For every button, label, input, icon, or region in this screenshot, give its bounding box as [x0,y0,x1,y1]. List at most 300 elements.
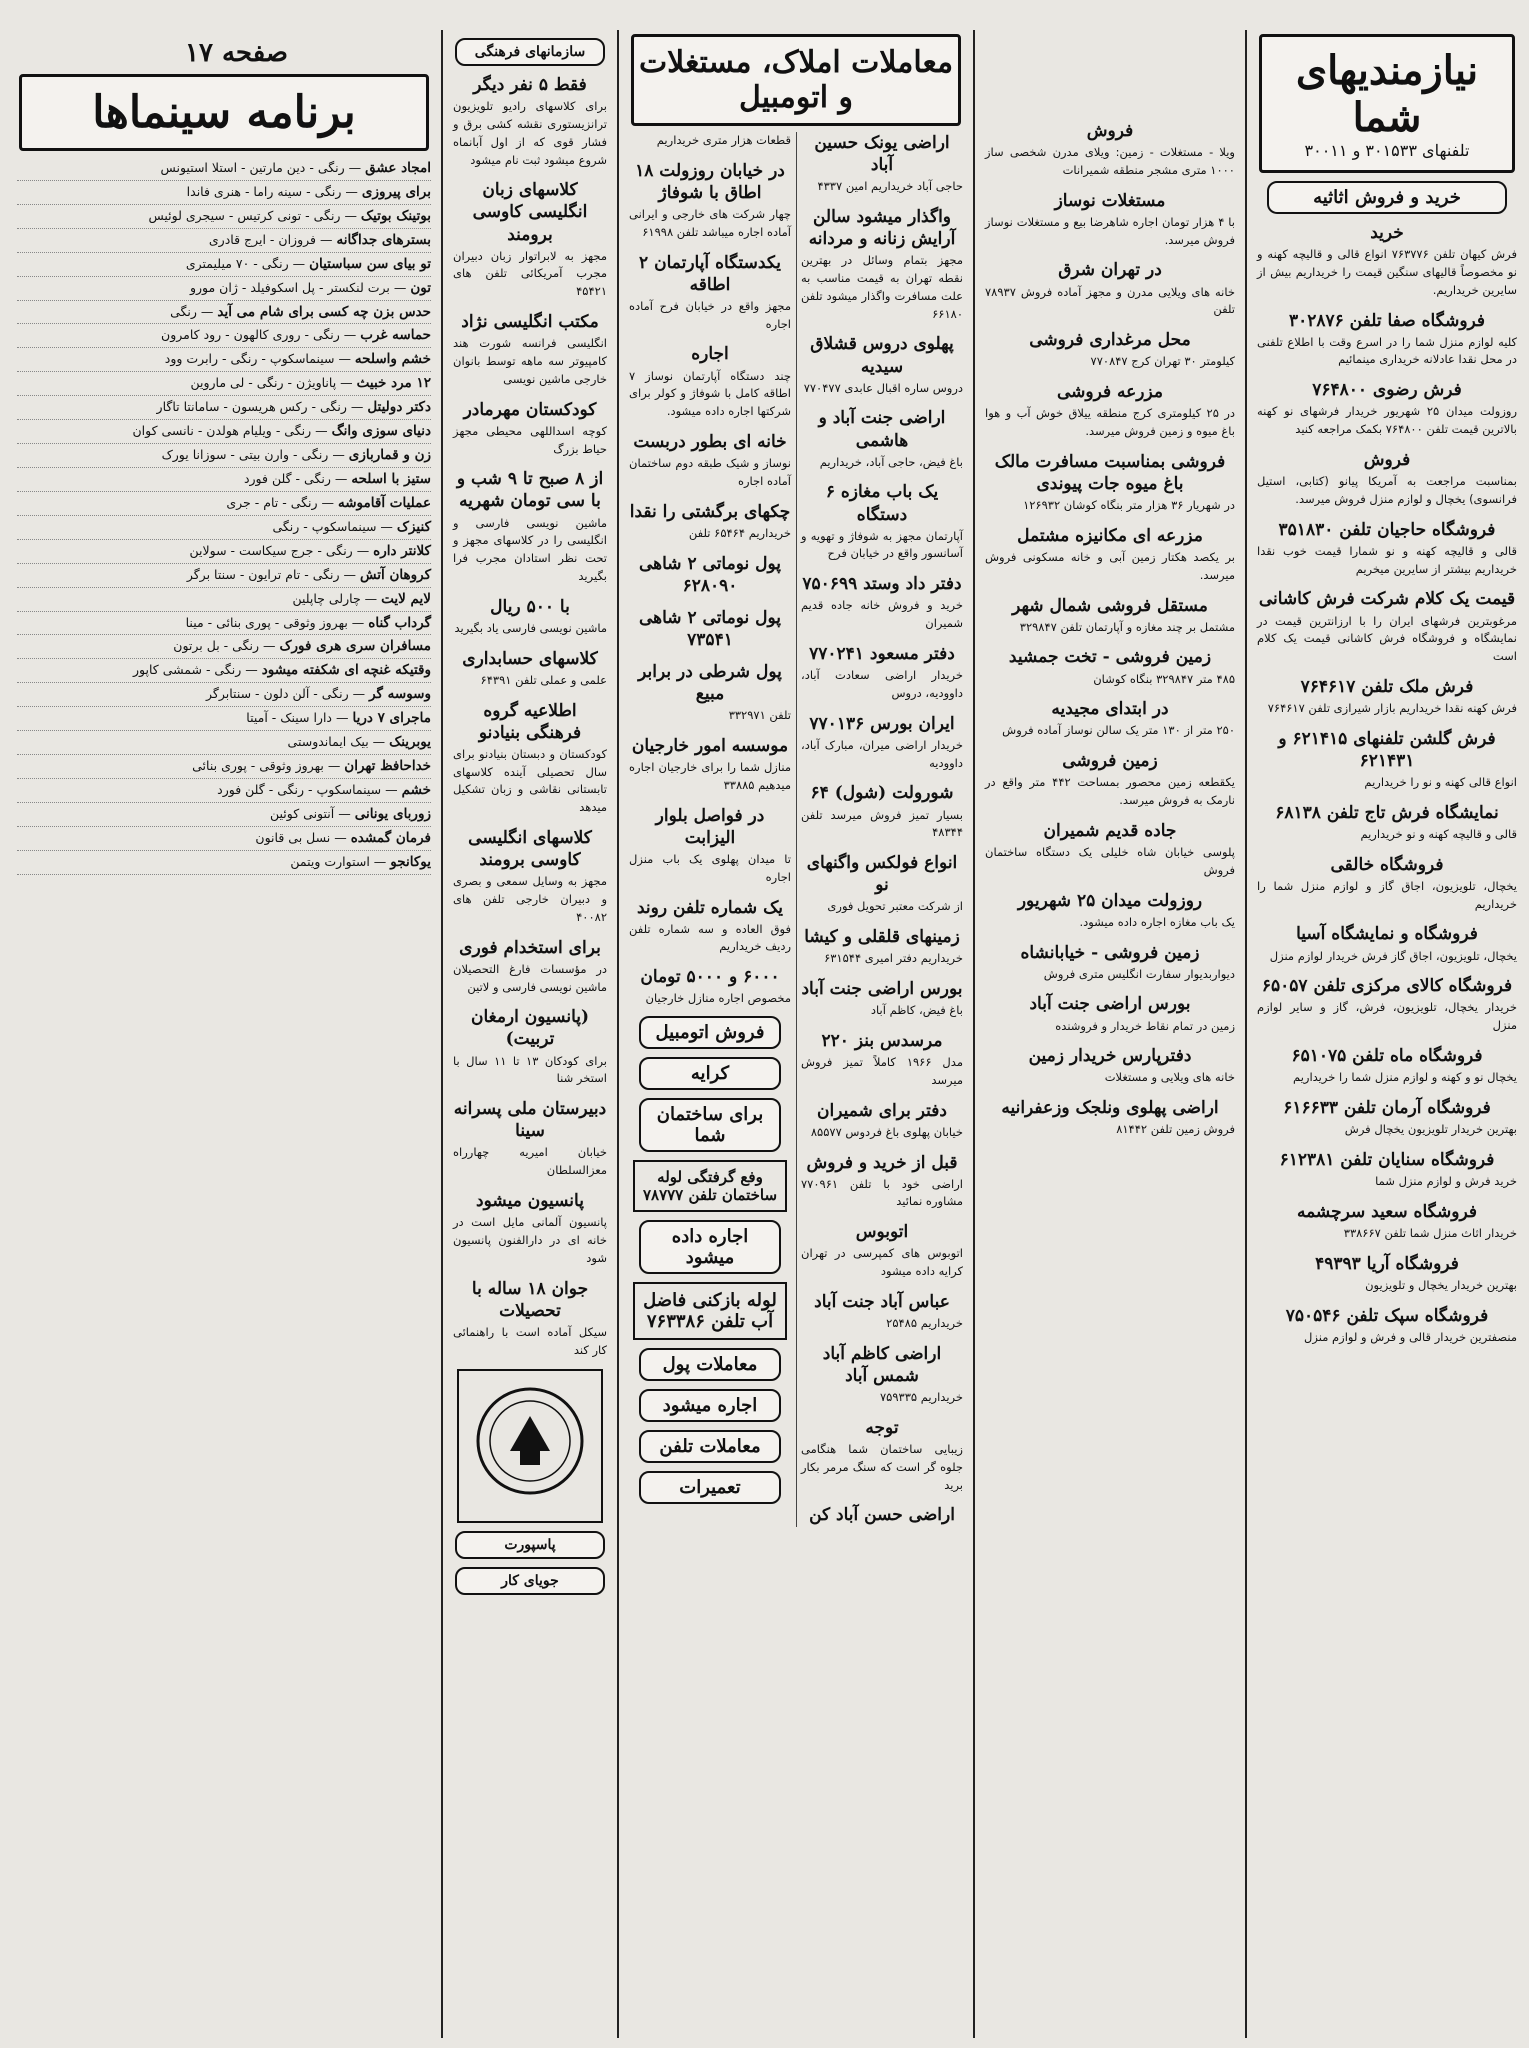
money-section-title: معاملات پول [639,1348,781,1381]
cinema-film-title: حدس بزن چه کسی برای شام می آید [217,303,431,320]
classified-ad [1257,1305,1517,1347]
ad-body: بهترین خریدار تلویزیون یخچال فرش [1344,1122,1517,1137]
classified-ad [801,1030,963,1090]
classified-ad [1257,728,1517,792]
ad-title: ایران بورس ۷۷۰۱۳۶ [809,713,955,734]
cinema-row: بسترهای جداگانه — فروزان - ایرج قادری [17,229,431,253]
ad-body: نوساز و شیک طبقه دوم ساختمان آماده اجاره [629,456,791,488]
cinema-film-info: رنگی - روری کالهون - رود کامرون [161,327,340,343]
ad-body: در ۲۵ کیلومتری کرج منطقه ییلاق خوش آب و هوا باغ میوه و زمین فروش میرسد. [985,406,1235,438]
ad-body: خرید و فروش خانه جاده قدیم شمیران [801,598,963,631]
ad-body: کودکستان و دبستان بنیادنو برای سال تحصیلی آینده کلاسهای تابستانی نقاشی و زبان تشکیل میدهد [453,746,607,815]
ad-title: مرسدس بنز ۲۲۰ [821,1030,943,1051]
cinema-film-title: یوبرینک [389,734,431,751]
cinema-film-info: سینماسکوپ - رنگی - گلن فورد [217,781,382,797]
classified-ad [985,820,1235,880]
col1-ad-list [1257,222,1517,1347]
ad-body: یکقطعه زمین محصور بمساحت ۴۴۲ متر واقع در نارمک به فروش میرسد. [985,775,1236,808]
cinema-banner: برنامه سینماها [19,74,429,151]
classified-ad [801,978,963,1020]
classified-ad [453,74,607,169]
cinema-row: زوربای یونانی — آنتونی کوئین [17,803,431,827]
ad-title: نمایشگاه فرش تاج تلفن ۶۸۱۳۸ [1275,802,1499,823]
ad-title: فروشگاه کالای مرکزی تلفن ۶۵۰۵۷ [1261,976,1513,997]
ad-body: قالی و قالیچه کهنه و نو خریداریم [1360,826,1517,841]
cinema-row: کلانتر داره — رنگی - جرج سیکاست - سولاین [17,540,431,564]
classified-ad [985,890,1235,932]
pipe-unblock-ad: وفع گرفتگی لوله ساختمان تلفن ۷۸۷۷۷ [633,1160,787,1212]
cinema-film-info: چارلی چاپلین [292,590,361,606]
ad-title: خرید [1370,223,1404,243]
ad-title: یک شماره تلفن روند [636,897,784,918]
cinema-film-title: بسترهای جداگانه [336,231,431,248]
col2-ad-list [985,120,1235,1139]
take-section-title: اجاره میشود [639,1389,781,1422]
cinema-film-info: رنگی - ۷۰ میلیمتری [185,255,289,271]
classified-ad [801,1343,963,1407]
ad-body: منصفترین خریدار قالی و فرش و لوازم منزل [1304,1329,1517,1344]
ad-body: برای کلاسهای رادیو تلویزیون ترانزیستوری نقشه کشی برق و فشار قوی که از اول آبانماه شروع میشود ثبت نام میشود [453,99,607,167]
ad-body: خریدار اراضی میران، مبارک آباد، داوودیه [801,737,963,770]
ad-title: اجاره [691,344,729,365]
classified-ad [801,713,963,773]
ad-body: مخصوص اجاره منازل خارجیان [645,991,791,1006]
cinema-film-title: کروهان آتش [360,566,431,583]
classified-ad [629,966,791,1008]
cinema-film-info: بهروز وثوقی - پوری بنائی - مینا [185,614,348,630]
ad-title: مزرعه ای مکانیزه مشتمل [1017,525,1203,546]
classified-ad [801,573,963,633]
classified-ad [801,926,963,968]
ad-body: خیابان امیریه چهارراه معزالسلطان [453,1145,607,1178]
ad-body: سیکل آماده است با راهنمائی کار کند [453,1324,607,1357]
classified-ad [629,735,791,795]
classified-ad [985,451,1235,515]
ad-body: خیابان پهلوی باغ فردوس ۸۵۵۷۷ [810,1124,963,1139]
classified-ad [1257,975,1517,1035]
classified-ad [1257,310,1517,370]
classified-ad [629,160,791,242]
cinema-row: دکتر دولیتل — رنگی - رکس هریسون - سامانتا تاگار [17,396,431,420]
ad-title: اراضی پهلوی ونلجک وزعفرانیه [1001,1098,1219,1119]
classified-ad [801,333,963,397]
ad-body: ماشین نویسی فارسی یاد بگیرید [454,620,607,635]
cinema-row: کروهان آتش — رنگی - تام ترایون - سنتا برگر [17,564,431,588]
ad-title: در فواصل بلوار الیزابت [655,805,765,848]
ad-title: یک باب مغازه ۶ دستگاه [825,482,939,525]
classified-ad [801,1221,963,1281]
classified-ad [1257,519,1517,579]
cinema-row: حماسه غرب — رنگی - روری کالهون - رود کامرون [17,324,431,348]
cinema-film-info: رنگی - جرج سیکاست - سولاین [189,542,353,558]
ad-title: در ابتدای مجیدیه [1051,699,1169,720]
passport-section-title: پاسپورت [455,1531,605,1559]
culture-section-title: سازمانهای فرهنگی [455,38,605,66]
ad-body: انواع قالی کهنه و نو را خریداریم [1364,775,1517,790]
cinema-film-title: دکتر دولیتل [367,399,431,416]
cinema-row: مسافران سری هری فورک — رنگی - بل برتون [17,635,431,659]
cinema-row: خشم — سینماسکوپ - رنگی - گلن فورد [17,779,431,803]
ad-title: اتوبوس [855,1222,909,1243]
ad-body: خریدار اثاث منزل شما تلفن ۳۳۸۶۶۷ [1343,1225,1517,1240]
classified-ad [1257,802,1517,844]
ad-title: دفتر برای شمیران [817,1100,947,1121]
ad-title: جاده قدیم شمیران [1043,820,1177,841]
cinema-film-title: بوتینک بوتیک [360,207,431,224]
cinema-row: ماجرای ۷ دریا — دارا سینک - آمیتا [17,707,431,731]
classified-ad [1257,449,1517,509]
ad-title: اراضی یونک حسین آباد [814,133,950,176]
ad-body: علمی و عملی تلفن ۶۴۳۹۱ [480,672,607,687]
classified-ad [453,311,607,389]
cinema-film-title: یوکانجو [390,853,431,870]
cinema-row: یوکانجو — استوارت ویتمن [17,851,431,875]
ad-title: فروشگاه سنایان تلفن ۶۱۲۳۸۱ [1279,1149,1495,1170]
cinema-film-info: رنگی - آلن دلون - سنتابرگر [206,686,349,702]
rent-section-title: کرایه [639,1057,781,1090]
classified-ad [801,481,963,563]
classified-ad [1257,923,1517,965]
cinema-film-info: رنگی [170,303,197,319]
column-education [447,30,613,2038]
cinema-film-info: رنگی - وارن بیتی - سوزانا یورک [161,447,329,463]
needs-banner [1259,34,1515,173]
cinema-row: ستیز با اسلحه — رنگی - گلن فورد [17,468,431,492]
job-section-title: جویای کار [455,1567,605,1595]
cinema-row: حدس بزن چه کسی برای شام می آید — رنگی [17,301,431,325]
classified-ad [629,501,791,543]
classified-ad [1257,1097,1517,1139]
ad-title: شورولت (شول) ۶۴ [810,783,954,804]
ad-title: مستغلات نوساز [1054,190,1166,211]
ad-body: تا میدان پهلوی یک باب منزل اجاره [629,851,791,884]
ad-body: خریداریم دفتر امیری ۶۳۱۵۴۴ [824,951,963,966]
ad-body: قالی و قالیچه کهنه و نو شمارا قیمت خوب نقدا خریداریم بیشتر از سایرین میخریم [1257,543,1517,576]
needs-banner-phones: تلفنهای ۳۰۱۵۳۳ و ۳۰۰۱۱ [1304,141,1470,160]
cinema-row: گرداب گناه — بهروز وثوقی - پوری بنائی - مینا [17,612,431,636]
cinema-row: فرمان گمشده — نسل بی قانون [17,827,431,851]
cinema-row: یوبرینک — بیک ایماندوستی [17,731,431,755]
ad-title: فروشگاه حاجیان تلفن ۳۵۱۸۳۰ [1278,519,1496,540]
classified-ad [1257,1201,1517,1243]
cinema-film-title: عملیات آقاموشه [338,494,431,511]
cinema-film-info: رنگی - گلن فورد [243,470,331,486]
cinema-film-info: دارا سینک - آمیتا [246,710,333,726]
classified-ad [453,596,607,638]
ad-title: بورس اراضی جنت آباد [801,979,963,1000]
column-divider [973,30,975,2038]
ad-title: کلاسهای حسابداری [462,648,598,669]
ad-title: پول نوماتی ۲ شاهی ۶۲۸۰۹۰ [638,553,782,596]
ad-body: پانسیون آلمانی مایل است در خانه ای در دارالفنون پانسیون شود [453,1215,607,1265]
ad-title: جوان ۱۸ ساله با تحصیلات [471,1278,589,1321]
ad-title: کلاسهای زبان انگلیسی کاوسی برومند [472,180,588,245]
column-cinema-program [11,70,437,2038]
classified-ad [1257,1253,1517,1295]
ad-title: زمینهای قلقلی و کیشا [804,927,960,948]
ad-title: فروشگاه خالقی [1330,854,1444,875]
ad-title: فروش [1363,449,1411,470]
classified-ad [985,120,1235,180]
classified-ad [453,1098,607,1180]
ad-title: اطلاعیه گروه فرهنگی بنیادنو [478,700,582,743]
classified-ad [801,782,963,842]
classified-ad [801,643,963,703]
ad-body: مشتمل بر چند مغازه و آپارتمان تلفن ۳۲۹۸۴۷ [1019,619,1235,634]
school-logo [457,1369,603,1523]
cinema-film-info: رنگی - تونی کرتیس - سیجری لوئیس [148,207,341,223]
ad-title: اراضی کاظم آباد شمس آباد [822,1343,942,1386]
ad-body: اتوبوس های کمپرسی در تهران کرایه داده میشود [801,1246,963,1279]
cinema-row: خشم واسلحه — سینماسکوپ - رنگی - رابرت وود [17,348,431,372]
classified-ad [985,993,1235,1035]
cinema-film-title: امجاد عشق [365,160,431,176]
ad-body: خانه های ویلایی و مستغلات [1104,1070,1235,1085]
cinema-film-title: ستیز با اسلحه [351,470,431,487]
classified-ad [453,1278,607,1360]
cinema-film-info: رنگی - تام - جری [226,494,318,510]
cinema-film-info: پاناویژن - رنگی - لی ماروین [190,375,337,391]
classified-ad [453,468,607,585]
classified-ad [985,259,1235,319]
ad-body: در مؤسسات فارغ التحصیلان ماشین نویسی فارسی و لاتین [453,961,607,994]
ad-body: یک باب مغازه اجاره داده میشود. [1079,914,1235,929]
ad-body: خریداریم ۷۵۹۳۳۵ [879,1390,963,1405]
ad-body: فوق العاده و سه شماره تلفن ردیف خریداریم [629,921,791,954]
classified-ad [985,1045,1235,1087]
ad-body: چهار شرکت های خارجی و ایرانی آماده اجاره میباشد تلفن ۶۱۹۹۸ [629,207,791,239]
cinema-film-title: فرمان گمشده [350,829,431,846]
ad-body: باغ فیض، کاظم آباد [870,1003,963,1018]
ad-body: بهترین خریدار یخچال و تلویزیون [1365,1277,1517,1292]
cinema-film-info: رنگی - تام ترایون - سنتا برگر [186,566,340,582]
ad-body: چند دستگاه آپارتمان نوساز ۷ اطاقه کامل با شوفاژ و کولر برای شرکتها اجاره داده میشود. [629,368,791,419]
ad-body: ۲۵۰ متر از ۱۳۰ متر یک سالن نوساز آماده فروش [1002,723,1235,738]
ad-body: باغ فیض، حاجی آباد، خریداریم [819,454,963,469]
cinema-film-info: برت لنکستر - پل اسکوفیلد - ژان مورو [189,279,390,295]
cinema-row: وقتیکه غنچه ای شکفته میشود — رنگی - شمشی کاپور [17,659,431,683]
cinema-film-title: تون [410,279,431,296]
cinema-film-title: کلانتر داره [373,542,431,559]
ad-body: زیبایی ساختمان شما هنگامی جلوه گر است که سنگ مرمر بکار برید [801,1442,963,1492]
ad-title: دفتر مسعود ۷۷۰۲۴۱ [809,643,955,664]
ad-title: پول نوماتی ۲ شاهی ۷۳۵۴۱ [638,607,782,650]
ad-title: روزولت میدان ۲۵ شهریور [1017,890,1203,911]
ad-body: دروس ساره اقبال عابدی ۷۷۰۴۷۷ [803,380,963,395]
cinema-film-info: استوارت ویتمن [290,853,370,869]
ad-body: خریداریم ۲۵۴۸۵ [886,1316,963,1331]
ad-body: یخچال نو و کهنه و لوازم منزل شما را خریداریم [1293,1070,1517,1085]
ad-body: تلفن ۳۳۲۹۷۱ [728,708,791,723]
ad-body: بسیار تمیز فروش میرسد تلفن ۴۸۳۴۴ [801,807,963,840]
classified-ad [801,852,963,916]
ad-title: واگذار میشود سالن آرایش زنانه و مردانه [808,207,956,250]
ad-body: مجهز به وسایل سمعی و بصری و دبیران خارجی تلفن های ۴۰۰۸۲ [453,874,607,924]
cinema-film-title: مسافران سری هری فورک [279,638,431,655]
cinema-film-info: رنگی - بل برتون [173,638,259,654]
ad-body: ۴۸۵ متر ۳۲۹۸۴۷ بنگاه کوشان [1093,671,1235,686]
cinema-row: ۱۲ مرد خبیث — پاناویژن - رنگی - لی ماروین [17,372,431,396]
classified-ad [985,942,1235,984]
ad-body: ویلا - مستغلات - زمین: ویلای مدرن شخصی ساز ۱۰۰۰ متری مشجر منطقه شمیرانات [985,145,1235,177]
ad-body: یخچال، تلویزیون، اجاق گاز فرش خریدار لوازم منزل [1269,948,1517,963]
ad-title: عباس آباد جنت آباد [814,1292,950,1312]
ad-body: یخچال، تلویزیون، اجاق گاز و لوازم منزل شما را خریداریم [1257,878,1517,911]
ad-body: اراضی خود با تلفن ۷۷۰۹۶۱ مشاوره نمائید [801,1176,963,1209]
ad-body: بمناسبت مراجعت به آمریکا پیانو (کتابی، استیل فرانسوی) یخچال و لوازم منزل فروش میرسد. [1257,474,1517,506]
ad-title: محل مرغداری فروشی [1029,330,1191,351]
ad-title: زمین فروشی - خیابانشاه [1020,942,1200,963]
ad-title: دفترپارس خریدار زمین [1028,1046,1192,1067]
column-divider [1245,30,1247,2038]
ad-title: برای استخدام فوری [459,937,601,958]
cinema-film-info: رنگی - شمشی کاپور [133,662,242,678]
column-divider [617,30,619,2038]
cinema-film-info: سینماسکوپ - رنگی - رابرت وود [164,351,335,367]
ad-body: زمین در تمام نقاط خریدار و فروشنده [1055,1018,1235,1033]
cinema-film-info: نسل بی قانون [255,829,331,845]
ad-title: یکدستگاه آپارتمان ۲ اطاقه [639,252,781,295]
ad-body: مجهز بتمام وسائل در بهترین نقطه تهران به قیمت مناسب به علت مسافرت واگذار میشود تلفن ۶۶۱۸۰ [801,253,963,321]
ad-title: (پانسیون ارمغان تربیت) [470,1007,590,1050]
cinema-row: کنیزک — سینماسکوپ - رنگی [17,516,431,540]
cinema-film-title: وقتیکه غنچه ای شکفته میشود [261,662,431,679]
ad-title: فرش گلشن تلفنهای ۶۲۱۴۱۵ و ۶۲۱۴۳۱ [1278,728,1496,771]
classified-ad [453,399,607,459]
ad-body: روزولت میدان ۲۵ شهریور خریدار فرشهای نو کهنه بالاترین قیمت تلفن ۷۶۴۸۰۰ بکمک مراجعه کنید [1257,404,1517,437]
cinema-film-title: خشم واسلحه [354,351,431,368]
classified-ad [453,1190,607,1268]
cinema-film-title: لایم لایت [381,590,431,607]
classified-ad [453,937,607,997]
cinema-film-title: دنیای سوزی وانگ [331,423,431,440]
cinema-film-info: بهروز وثوقی - پوری بنائی [192,758,324,774]
classified-ad [801,132,963,196]
classified-ad [629,805,791,887]
classified-ad [453,1006,607,1088]
classified-ad [985,329,1235,371]
ad-body: کوچه اسداللهی محیطی مجهز حیاط بزرگ [453,423,607,456]
ad-title: فروشگاه سعید سرچشمه [1296,1201,1477,1222]
classified-ad [801,407,963,471]
classified-ad [1257,379,1517,439]
ad-title: از ۸ صبح تا ۹ شب و با سی تومان شهریه [456,469,604,512]
ad-title: توجه [865,1417,899,1438]
ad-title: کودکستان مهرمادر [463,399,597,420]
ad-title: اراضی جنت آباد و هاشمی [818,408,946,451]
repair-section-title: تعمیرات [639,1471,781,1504]
cinema-film-title: ماجرای ۷ دریا [352,710,431,727]
cinema-row: دنیای سوزی وانگ — رنگی - ویلیام هولدن - نانسی کوان [17,420,431,444]
ad-body: فرش کهنه نقدا خریداریم بازار شیرازی تلفن ۷۶۴۶۱۷ [1267,701,1517,716]
classified-ad [985,750,1235,810]
ad-body: حاجی آباد خریداریم امین ۴۳۳۷ [817,179,963,194]
column-real-estate-sale [979,30,1241,2038]
ad-title: قبل از خرید و فروش [806,1152,958,1173]
ad-body: از شرکت معتبر تحویل فوری [827,899,963,914]
cinema-row: زن و قماربازی — رنگی - وارن بیتی - سوزانا یورک [17,444,431,468]
column-needs-ads [1251,30,1523,2038]
sewage-ad: لوله بازکنی فاضل آب تلفن ۷۶۳۳۸۶ [633,1282,787,1340]
ad-title: بورس اراضی جنت آباد [1029,994,1191,1015]
cinema-film-title: زن و قماربازی [348,447,431,464]
cinema-film-info: رنگی - دین مارتین - استلا استیونس [160,160,345,175]
ad-body: کلیه لوازم منزل شما را در اسرع وقت با اطلاع تلفنی در محل نقدا عادلانه خریداری مینمائیم [1257,334,1517,367]
ad-title: در تهران شرق [1058,260,1162,281]
cinema-row: وسوسه گر — رنگی - آلن دلون - سنتابرگر [17,683,431,707]
ad-body: برای کودکان ۱۳ تا ۱۱ سال با استخر شنا [453,1053,607,1086]
ad-body: دیواربدیوار سفارت انگلیس متری فروش [1043,966,1235,981]
given-section-title: اجاره داده میشود [639,1220,781,1274]
real-estate-banner: معاملات املاک، مستغلات و اتومبیل [631,34,961,126]
classified-ad [629,343,791,421]
ad-body: قطعات هزار متری خریداریم [656,133,791,147]
cinema-film-info: رنگی - ویلیام هولدن - نانسی کوان [132,423,312,439]
ad-title: فروشگاه آریا ۴۹۳۹۳ [1315,1253,1459,1274]
classified-ad [629,897,791,957]
classified-ad [1257,588,1517,666]
classified-ad [629,661,791,725]
ad-body: فرش کیهان تلفن ۷۶۳۷۷۶ انواع قالی و قالیچه کهنه و نو مخصوصاً قالیهای سنگین قیمت را خریداریم بیش از سایرین خریداریم. [1257,247,1518,297]
ad-title: پهلوی دروس قشلاق سیدیه [810,334,954,377]
cinema-row: تو بیای سن سباستیان — رنگی - ۷۰ میلیمتری [17,253,431,277]
ad-body: منازل شما را برای خارجیان اجاره میدهیم ۳۳۸۸۵ [629,760,791,792]
cinema-film-info: سینماسکوپ - رنگی [272,518,377,534]
classified-ad [1257,854,1517,914]
cinema-film-info: آنتونی کوئین [270,805,335,821]
classified-ad [629,553,791,597]
classified-ad [985,381,1235,441]
ad-title: مستقل فروشی شمال شهر [1012,595,1208,616]
ad-title: زمین فروشی - تخت جمشید [1008,647,1212,668]
classified-ad [985,646,1235,688]
cinema-row: امجاد عشق — رنگی - دین مارتین - استلا استیونس [17,157,431,181]
ad-title: پول شرطی در برابر مبیع [638,661,782,705]
cinema-row: خداحافظ تهران — بهروز وثوقی - پوری بنائی [17,755,431,779]
ad-title: ۶۰۰۰ و ۵۰۰۰ تومان [640,967,780,988]
ad-title: در خیابان روزولت ۱۸ اطاق با شوفاژ [635,160,785,203]
ad-title: مکتب انگلیسی نژاد [461,312,599,333]
classified-ad [629,252,791,334]
cinema-film-title: کنیزک [396,518,431,535]
ad-body: پلوسی خیابان شاه خلیلی یک دستگاه ساختمان فروش [985,845,1235,877]
cinema-list [17,157,431,875]
ad-title: مزرعه فروشی [1056,382,1163,403]
ad-title: فروشگاه صفا تلفن ۳۰۲۸۷۶ [1288,310,1486,331]
ad-body: خریدار اراضی سعادت آباد، داوودیه، دروس [801,668,963,700]
classified-ad [985,1097,1235,1139]
cinema-film-info: رنگی - سینه راما - هنری فاندا [186,183,342,199]
ad-body: فروش زمین تلفن ۸۱۴۴۲ [1116,1122,1235,1137]
ad-title: زمین فروشی [1062,751,1158,772]
classified-ad [453,648,607,690]
classified-ad [453,700,607,817]
cinema-film-title: تو بیای سن سباستیان [309,255,431,272]
ad-title: با ۵۰۰ ریال [490,596,570,617]
classified-ad [985,595,1235,637]
cinema-film-title: خشم [401,781,431,798]
cinema-row: تون — برت لنکستر - پل اسکوفیلد - ژان مورو [17,277,431,301]
classified-ad [985,698,1235,740]
classified-ad [801,1100,963,1142]
classified-ad [985,525,1235,585]
ad-body: مجهز واقع در خیابان فرح آماده اجاره [629,298,791,331]
ad-title: اراضی حسن آباد کن [809,1505,955,1526]
cinema-film-title: خداحافظ تهران [344,758,431,775]
cinema-film-title: گرداب گناه [368,614,431,631]
cinema-film-title: زوربای یونانی [354,805,431,822]
ad-title: فروشی بمناسبت مسافرت مالک باغ میوه جات پیوندی [994,451,1226,494]
